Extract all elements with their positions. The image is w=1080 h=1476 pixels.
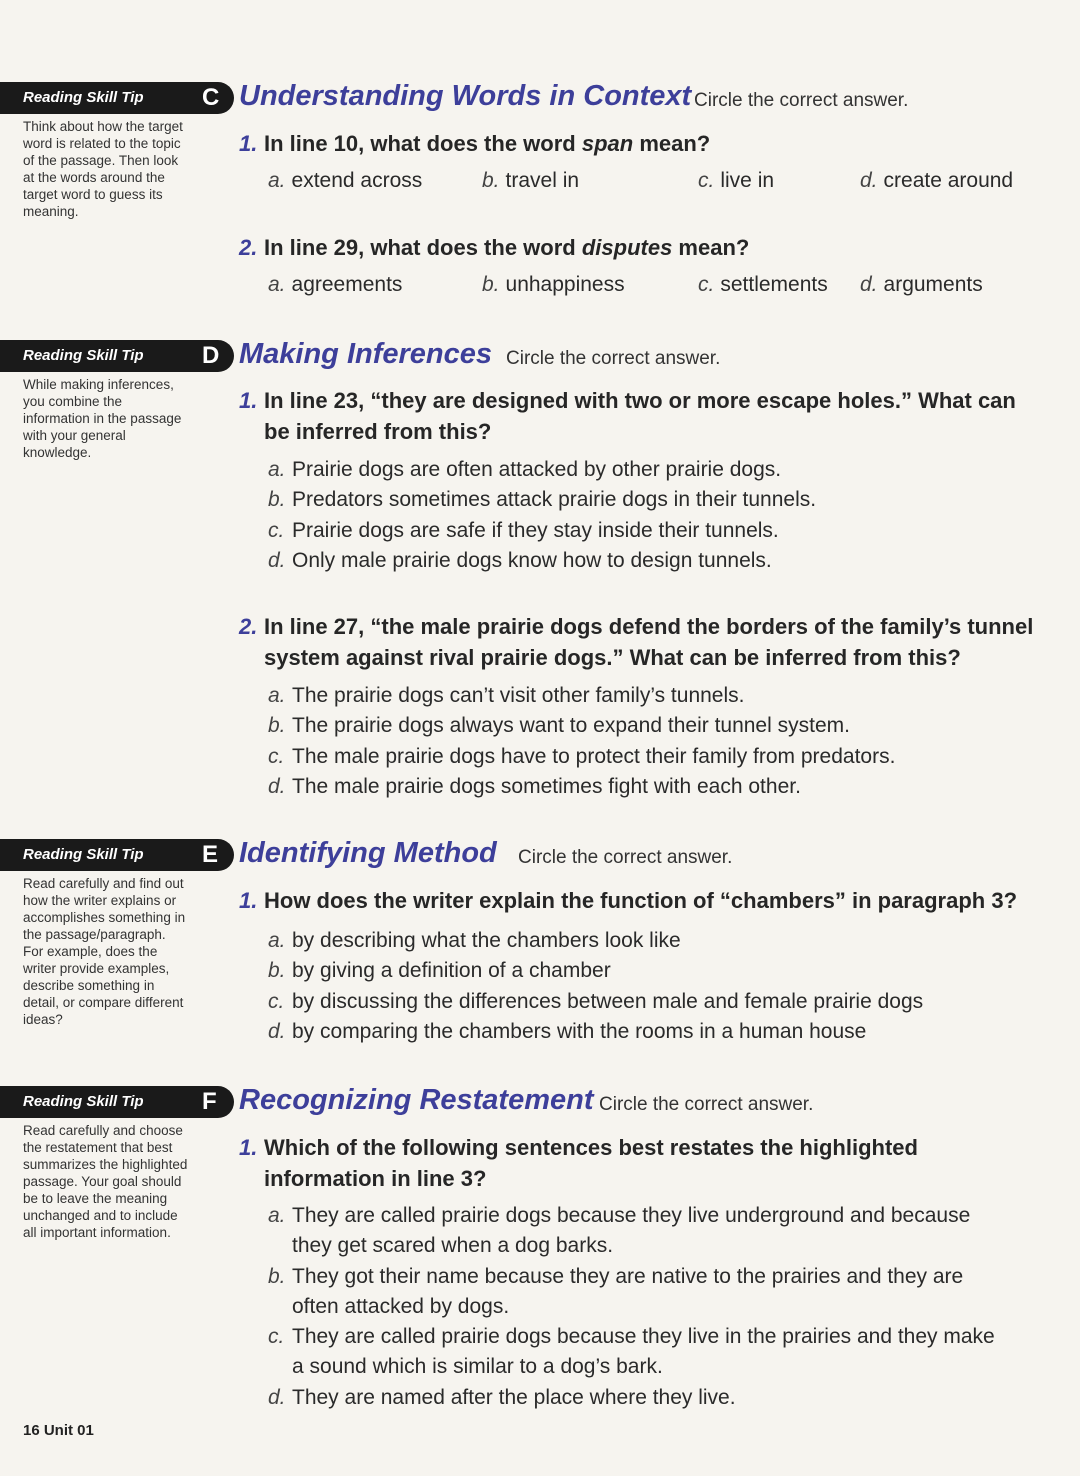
option-d[interactable]: d. The male prairie dogs sometimes fight with each other. bbox=[268, 774, 801, 798]
tip-label: Reading Skill Tip bbox=[0, 340, 190, 372]
option-b[interactable]: b. The prairie dogs always want to expand their tunnel system. bbox=[268, 714, 850, 738]
tip-label: Reading Skill Tip bbox=[0, 839, 190, 871]
tip-label: Reading Skill Tip bbox=[0, 1086, 190, 1118]
option-d[interactable]: d. Only male prairie dogs know how to design tunnels. bbox=[268, 548, 772, 572]
question bbox=[239, 385, 1039, 447]
question-number: 1. bbox=[239, 388, 258, 413]
options-list bbox=[268, 1201, 1008, 1413]
question-number: 1. bbox=[239, 131, 258, 156]
section-instruction: Circle the correct answer. bbox=[694, 90, 909, 111]
question-text: In line 23, “they are designed with two or more escape holes.” What can be inferred from this? bbox=[264, 388, 1016, 444]
options-list bbox=[268, 926, 1028, 1047]
option-d[interactable]: d. by comparing the chambers with the rooms in a human house bbox=[268, 1019, 867, 1043]
section-title: Making Inferences bbox=[239, 338, 493, 370]
tip-label: Reading Skill Tip bbox=[0, 82, 190, 114]
option-c[interactable]: c. Prairie dogs are safe if they stay inside their tunnels. bbox=[268, 518, 779, 542]
option-d[interactable]: d. create around bbox=[860, 169, 1014, 192]
option-d[interactable]: d. arguments bbox=[860, 273, 983, 296]
question-number: 1. bbox=[239, 888, 258, 913]
option-c[interactable]: c. by discussing the differences between male and female prairie dogs bbox=[268, 989, 924, 1013]
option-b[interactable]: b. by giving a definition of a chamber bbox=[268, 959, 611, 983]
option-b[interactable]: b. They got their name because they are native to the prairies and they are often attacked by dogs. bbox=[268, 1264, 964, 1318]
section-letter: D bbox=[190, 340, 234, 372]
option-c[interactable]: c. settlements bbox=[698, 273, 828, 296]
section-title: Identifying Method bbox=[239, 837, 497, 869]
option-a[interactable]: a. by describing what the chambers look like bbox=[268, 929, 681, 952]
question-number: 2. bbox=[239, 235, 258, 260]
option-b[interactable]: b. travel in bbox=[482, 169, 580, 192]
option-b[interactable]: b. unhappiness bbox=[482, 273, 625, 296]
section-instruction: Circle the correct answer. bbox=[506, 348, 721, 369]
options-list bbox=[268, 681, 1028, 802]
question bbox=[239, 885, 1039, 916]
option-a[interactable]: a. The prairie dogs can’t visit other family’s tunnels. bbox=[268, 684, 745, 707]
options-list bbox=[268, 455, 1028, 576]
question-text: In line 29, what does the word disputes mean? bbox=[264, 235, 750, 260]
option-a[interactable]: a. Prairie dogs are often attacked by other prairie dogs. bbox=[268, 458, 782, 481]
option-c[interactable]: c. They are called prairie dogs because they live in the prairies and they make a sound which is similar to a dog’s bark. bbox=[268, 1325, 995, 1379]
question bbox=[239, 232, 1039, 263]
question-number: 1. bbox=[239, 1135, 258, 1160]
question bbox=[239, 1132, 1039, 1194]
option-a[interactable]: a. agreements bbox=[268, 273, 403, 296]
tip-text: While making inferences, you combine the information in the passage with your general knowledge. bbox=[23, 377, 182, 460]
tip-text: Read carefully and find out how the writer explains or accomplishes something in the passage/paragraph. For example, does the writer provide examples, describe something in detail, or compare different ideas? bbox=[23, 876, 186, 1027]
question-text: In line 10, what does the word span mean? bbox=[264, 131, 711, 156]
section-title: Understanding Words in Context bbox=[239, 80, 692, 112]
question-number: 2. bbox=[239, 614, 258, 639]
section-title: Recognizing Restatement bbox=[239, 1084, 594, 1116]
tip-text: Read carefully and choose the restatement that best summarizes the highlighted passage. Your goal should be to leave the meaning unchanged and to include all important information. bbox=[23, 1123, 188, 1240]
option-c[interactable]: c. The male prairie dogs have to protect their family from predators. bbox=[268, 744, 896, 768]
question-text: In line 27, “the male prairie dogs defend the borders of the family’s tunnel system against rival prairie dogs.” What can be inferred from this? bbox=[264, 614, 1034, 670]
question-text: Which of the following sentences best restates the highlighted information in line 3? bbox=[264, 1135, 918, 1191]
page-footer: 16 Unit 01 bbox=[23, 1422, 94, 1439]
section-letter: E bbox=[190, 839, 234, 871]
section-instruction: Circle the correct answer. bbox=[599, 1094, 814, 1115]
option-b[interactable]: b. Predators sometimes attack prairie dogs in their tunnels. bbox=[268, 488, 817, 512]
option-a[interactable]: a. extend across bbox=[268, 169, 423, 192]
question bbox=[239, 128, 1039, 159]
tip-text: Think about how the target word is related to the topic of the passage. Then look at the words around the target word to guess its meaning. bbox=[23, 119, 183, 219]
option-c[interactable]: c. live in bbox=[698, 169, 775, 192]
option-a[interactable]: a. They are called prairie dogs because they live underground and because they get scared when a dog barks. bbox=[268, 1204, 971, 1258]
section-letter: C bbox=[190, 82, 234, 114]
question bbox=[239, 611, 1039, 673]
question-text: How does the writer explain the function of “chambers” in paragraph 3? bbox=[264, 888, 1018, 913]
option-d[interactable]: d. They are named after the place where they live. bbox=[268, 1385, 736, 1409]
section-instruction: Circle the correct answer. bbox=[518, 847, 733, 868]
section-letter: F bbox=[190, 1086, 234, 1118]
